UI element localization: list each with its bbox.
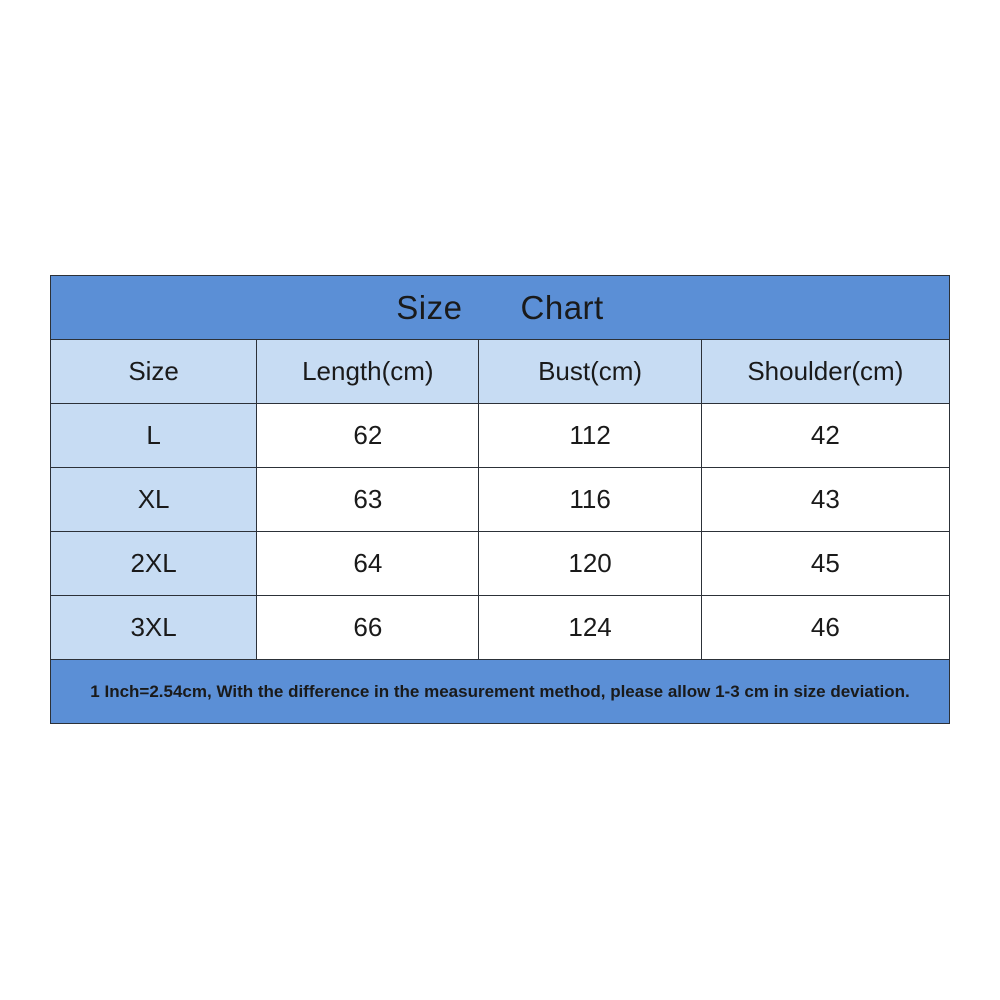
shoulder-cell: 43 <box>701 468 949 532</box>
bust-cell: 112 <box>479 404 701 468</box>
header-bust: Bust(cm) <box>479 340 701 404</box>
title-row <box>51 276 950 340</box>
bust-cell: 116 <box>479 468 701 532</box>
bust-cell: 120 <box>479 532 701 596</box>
note-row <box>51 660 950 724</box>
length-cell: 63 <box>257 468 479 532</box>
size-chart-table <box>50 275 950 724</box>
size-note: 1 Inch=2.54cm, With the difference in the measurement method, please allow 1-3 cm in size deviation. <box>51 660 950 724</box>
shoulder-cell: 46 <box>701 596 949 660</box>
length-cell: 62 <box>257 404 479 468</box>
size-cell: 3XL <box>51 596 257 660</box>
header-shoulder: Shoulder(cm) <box>701 340 949 404</box>
header-row <box>51 340 950 404</box>
table-row <box>51 468 950 532</box>
size-cell: L <box>51 404 257 468</box>
chart-title: Size Chart <box>51 276 950 340</box>
size-cell: 2XL <box>51 532 257 596</box>
length-cell: 64 <box>257 532 479 596</box>
shoulder-cell: 42 <box>701 404 949 468</box>
size-cell: XL <box>51 468 257 532</box>
table-row <box>51 596 950 660</box>
header-length: Length(cm) <box>257 340 479 404</box>
bust-cell: 124 <box>479 596 701 660</box>
length-cell: 66 <box>257 596 479 660</box>
header-size: Size <box>51 340 257 404</box>
table-row <box>51 404 950 468</box>
table-row <box>51 532 950 596</box>
shoulder-cell: 45 <box>701 532 949 596</box>
